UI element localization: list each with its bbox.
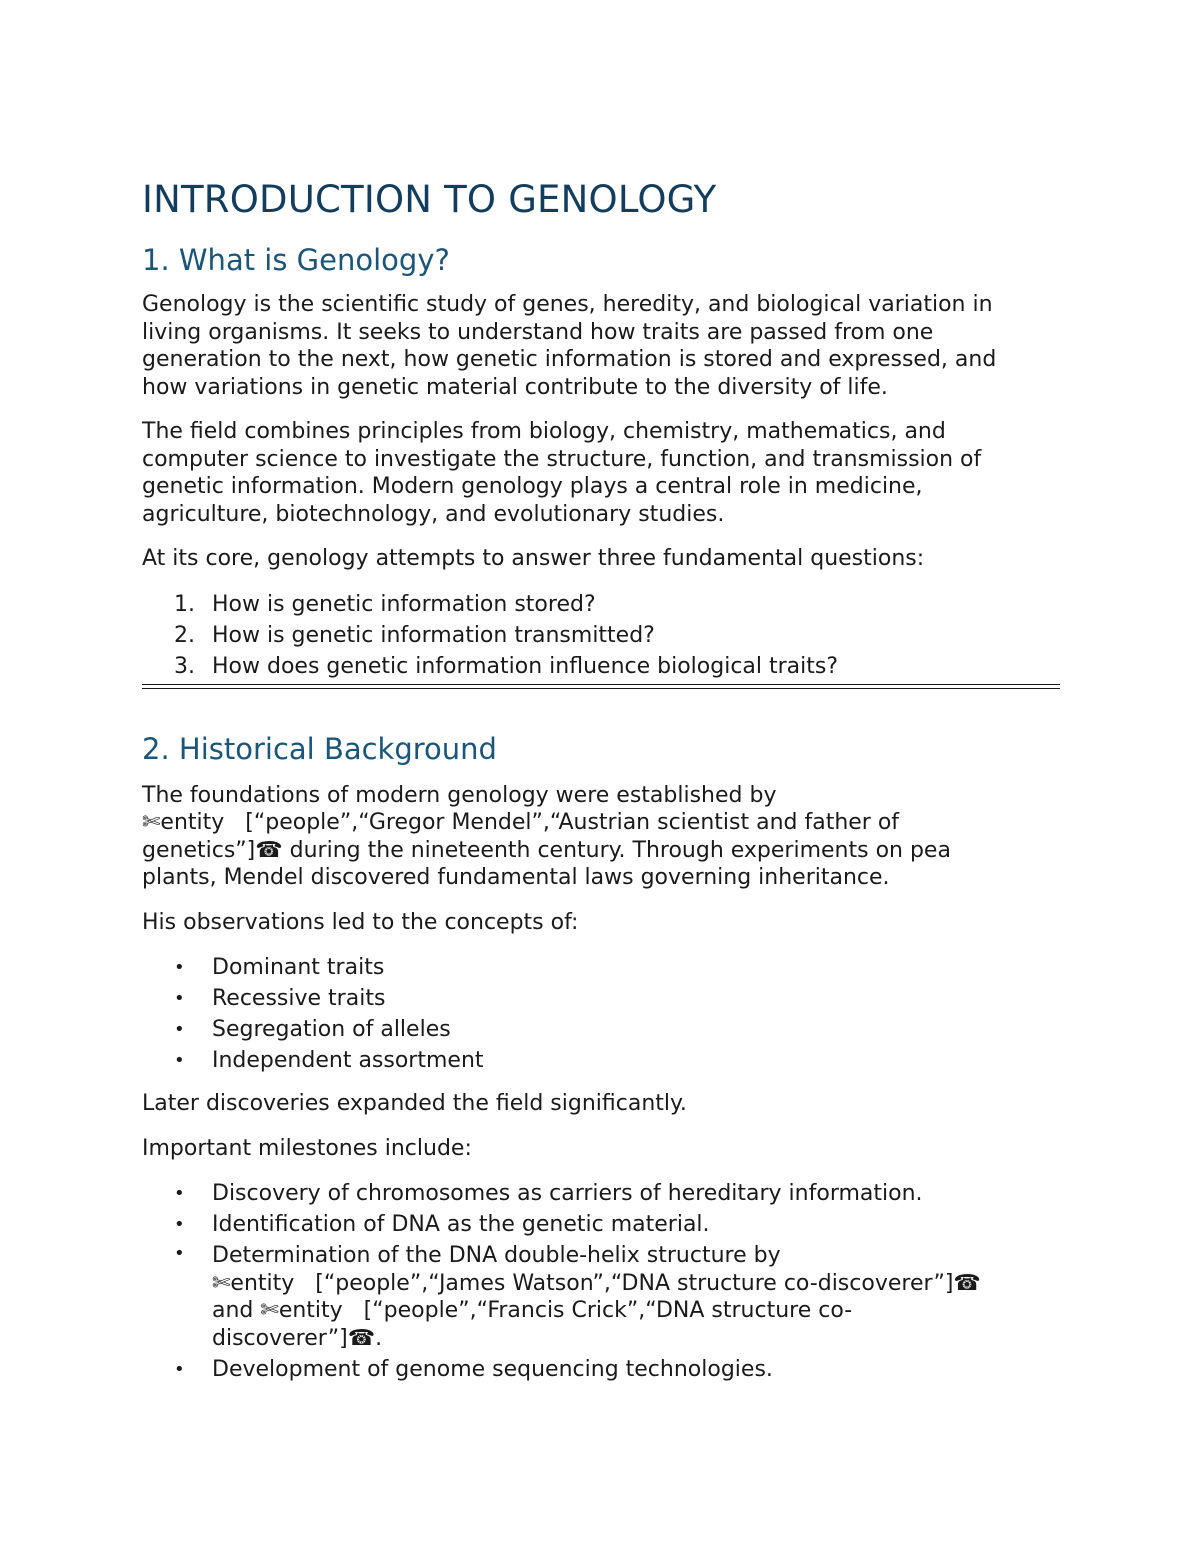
- milestones-list: [142, 1178, 1060, 1385]
- questions-list: [142, 589, 1060, 682]
- list-item-text: ✄entity [“people”,“James Watson”,“DNA structure co-discoverer”]☎: [212, 1270, 981, 1296]
- text-line: The foundations of modern genology were established by: [142, 782, 777, 808]
- list-item: [142, 620, 1060, 651]
- text-line: agriculture, biotechnology, and evolutionary studies.: [142, 501, 725, 527]
- text-line: Genology is the scientific study of genes, heredity, and biological variation in: [142, 292, 993, 317]
- list-item-text: Development of genome sequencing technologies.: [212, 1357, 773, 1382]
- list-item: [142, 651, 1060, 682]
- text-line: genetics”]☎ during the nineteenth century. Through experiments on pea: [142, 837, 951, 863]
- document-content: [142, 178, 1060, 1385]
- list-item-text: Segregation of alleles: [212, 1017, 451, 1042]
- document-title: INTRODUCTION TO GENOLOGY: [142, 178, 717, 221]
- section1-paragraph-1: [142, 291, 1060, 401]
- bullet-icon: •: [174, 1214, 185, 1235]
- bullet-icon: •: [174, 957, 185, 978]
- list-item: [142, 952, 1060, 983]
- bullet-icon: •: [174, 1183, 185, 1204]
- bullet-icon: •: [174, 1019, 185, 1040]
- list-item: [142, 1240, 1060, 1354]
- bullet-icon: •: [174, 1359, 185, 1380]
- section2-paragraph-2: His observations led to the concepts of:: [142, 909, 579, 935]
- list-item: [142, 1014, 1060, 1045]
- bullet-icon: •: [174, 1243, 185, 1264]
- list-item: [142, 983, 1060, 1014]
- text-line: genetic information. Modern genology plays a central role in medicine,: [142, 474, 923, 499]
- list-item: [142, 1209, 1060, 1240]
- list-item-text: Recessive traits: [212, 986, 386, 1011]
- text-line: generation to the next, how genetic information is stored and expressed, and: [142, 347, 997, 372]
- list-item: [142, 1354, 1060, 1385]
- list-number: 3.: [174, 653, 195, 679]
- list-item: [142, 589, 1060, 620]
- horizontal-divider: [142, 684, 1060, 689]
- list-number: 1.: [174, 591, 195, 617]
- text-line: how variations in genetic material contribute to the diversity of life.: [142, 374, 888, 400]
- list-item-text: Dominant traits: [212, 955, 385, 980]
- list-item-text: discoverer”]☎.: [212, 1325, 383, 1351]
- section2-paragraph-1: [142, 782, 1060, 892]
- list-item: [142, 1045, 1060, 1076]
- section2-paragraph-3: Later discoveries expanded the field significantly.: [142, 1091, 687, 1116]
- list-item-text: How is genetic information transmitted?: [212, 622, 655, 648]
- text-line: plants, Mendel discovered fundamental laws governing inheritance.: [142, 865, 890, 890]
- text-line: ✄entity [“people”,“Gregor Mendel”,“Austrian scientist and father of: [142, 810, 900, 835]
- section1-paragraph-2: [142, 418, 1060, 528]
- section2-paragraph-4: Important milestones include:: [142, 1135, 472, 1161]
- text-line: computer science to investigate the structure, function, and transmission of: [142, 446, 982, 472]
- section-heading-what-is-genology: 1. What is Genology?: [142, 243, 450, 277]
- list-item-text: How does genetic information influence biological traits?: [212, 653, 839, 679]
- bullet-icon: •: [174, 1050, 185, 1071]
- list-number: 2.: [174, 622, 195, 648]
- concepts-list: [142, 952, 1060, 1076]
- list-item: [142, 1178, 1060, 1209]
- list-item-text: and ✄entity [“people”,“Francis Crick”,“DNA structure co-: [212, 1298, 853, 1323]
- list-item-text: How is genetic information stored?: [212, 591, 596, 617]
- list-item-text: Determination of the DNA double-helix structure by: [212, 1243, 781, 1268]
- section-heading-historical-background: 2. Historical Background: [142, 731, 497, 766]
- section1-paragraph-3: At its core, genology attempts to answer three fundamental questions:: [142, 546, 925, 571]
- list-item-text: Independent assortment: [212, 1048, 484, 1073]
- text-line: The field combines principles from biology, chemistry, mathematics, and: [142, 419, 946, 444]
- list-item-text: Identification of DNA as the genetic material.: [212, 1212, 710, 1237]
- list-item-text: Discovery of chromosomes as carriers of hereditary information.: [212, 1181, 923, 1206]
- bullet-icon: •: [174, 988, 185, 1009]
- text-line: living organisms. It seeks to understand how traits are passed from one: [142, 319, 934, 345]
